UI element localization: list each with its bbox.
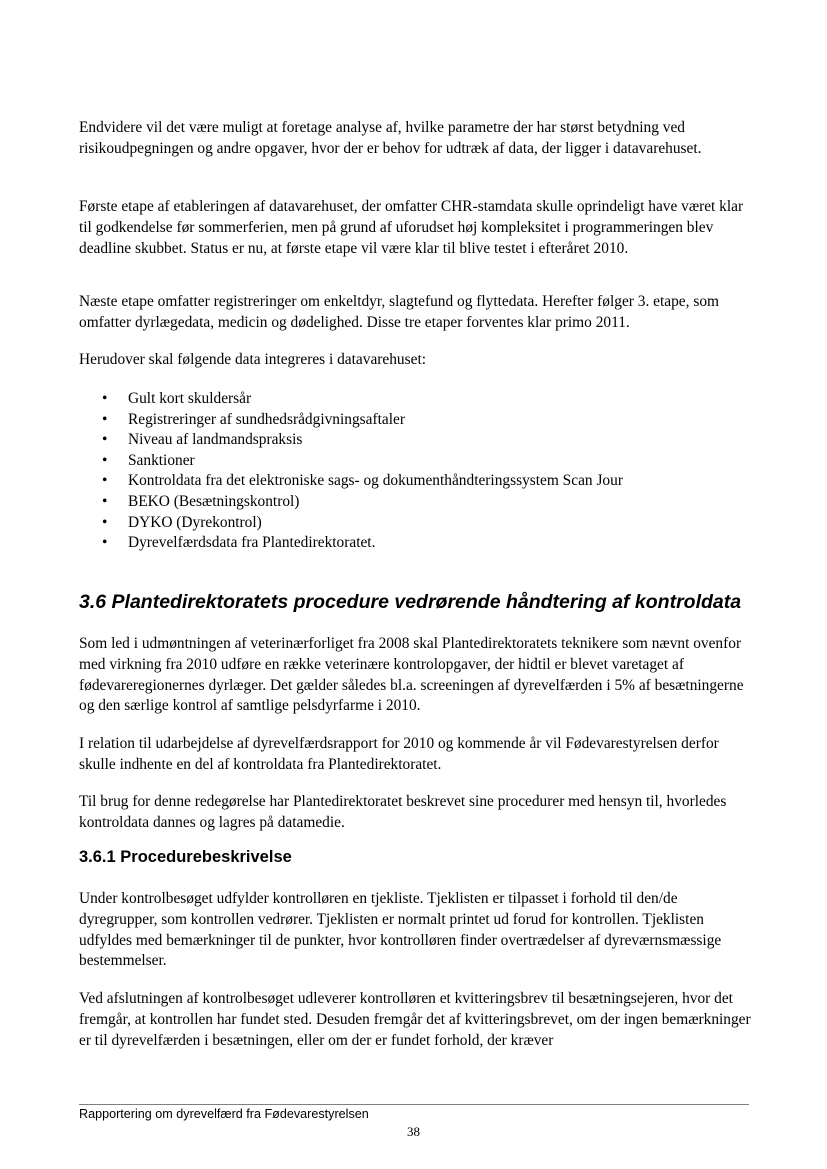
subsection-heading: 3.6.1 Procedurebeskrivelse <box>79 848 292 866</box>
list-item-text: DYKO (Dyrekontrol) <box>128 513 262 531</box>
bullet-icon: • <box>102 513 108 531</box>
paragraph: Næste etape omfatter registreringer om enkeltdyr, slagtefund og flyttedata. Herefter følger 3. etape, som omfatter dyrlægedata, medicin og dødelighed. Disse tre etaper forventes klar primo 2011. <box>79 293 719 331</box>
footer-divider <box>79 1104 749 1105</box>
paragraph: I relation til udarbejdelse af dyrevelfærdsrapport for 2010 og kommende år vil Fødevarestyrelsen derfor skulle indhente en del af kontroldata fra Plantedirektoratet. <box>79 735 719 773</box>
bullet-list <box>79 389 623 554</box>
list-item <box>79 513 623 534</box>
list-item-text: BEKO (Besætningskontrol) <box>128 492 300 510</box>
bullet-icon: • <box>102 390 108 407</box>
list-item-text: Sanktioner <box>128 451 195 469</box>
list-item-text: Dyrevelfærdsdata fra Plantedirektoratet. <box>128 534 376 552</box>
paragraph: Første etape af etableringen af datavarehuset, der omfatter CHR-stamdata skulle oprindeligt have været klar til godkendelse før sommerferien, men på grund af uforudset høj kompleksitet i programmeringen blev deadline skubbet. Status er nu, at første etape vil være klar til blive testet i efteråret 2010. <box>79 198 744 257</box>
list-item-text: Registreringer af sundhedsrådgivningsaftaler <box>128 410 405 428</box>
bullet-icon: • <box>102 451 108 469</box>
paragraph: Endvidere vil det være muligt at foretage analyse af, hvilke parametre der har størst betydning ved risikoudpegningen og andre opgaver, hvor der er behov for udtræk af data, der ligger i datavarehuset. <box>79 119 702 157</box>
paragraph: Som led i udmøntningen af veterinærforliget fra 2008 skal Plantedirektoratets teknikere som nævnt ovenfor med virkning fra 2010 udføre en række veterinære kontrolopgaver, der hidtil er blevet varetaget af fødevareregionernes dyrlæger. Det gælder således bl.a. screeningen af dyrevelfærden i 5% af besætningerne og den særlige kontrol af samtlige pelsdyrfarme i 2010. <box>79 635 744 715</box>
bullet-icon: • <box>102 492 108 510</box>
paragraph: Herudover skal følgende data integreres i datavarehuset: <box>79 351 426 368</box>
list-item <box>79 451 623 472</box>
footer-text: Rapportering om dyrevelfærd fra Fødevarestyrelsen <box>79 1107 369 1121</box>
bullet-icon: • <box>102 472 108 490</box>
list-item-text: Niveau af landmandspraksis <box>128 431 303 449</box>
bullet-icon: • <box>102 410 108 428</box>
page-number: 38 <box>407 1124 420 1139</box>
list-item-text: Gult kort skuldersår <box>128 390 252 407</box>
paragraph: Til brug for denne redegørelse har Plantedirektoratet beskrevet sine procedurer med hensyn til, hvorledes kontroldata dannes og lagres på datamedie. <box>79 793 727 831</box>
list-item <box>79 430 623 451</box>
paragraph: Under kontrolbesøget udfylder kontrolløren en tjekliste. Tjeklisten er tilpasset i forhold til den/de dyregrupper, som kontrollen vedrører. Tjeklisten er normalt printet ud forud for kontrollen. Tjeklisten udfyldes med bemærkninger til de punkter, hvor kontrolløren finder overtrædelser af dyreværnsmæssige bestemmelser. <box>79 890 722 970</box>
list-item <box>79 471 623 492</box>
paragraph: Ved afslutningen af kontrolbesøget udleverer kontrolløren et kvitteringsbrev til besætningsejeren, hvor det fremgår, at kontrollen har fundet sted. Desuden fremgår det af kvitteringsbrevet, om der ingen bemærkninger er til dyrevelfærden i besætningen, eller om der er fundet forhold, der kræver <box>79 990 751 1049</box>
bullet-icon: • <box>102 431 108 449</box>
list-item <box>79 410 623 431</box>
list-item-text: Kontroldata fra det elektroniske sags- og dokumenthåndteringssystem Scan Jour <box>128 472 623 490</box>
section-heading: 3.6 Plantedirektoratets procedure vedrørende håndtering af kontroldata <box>79 591 742 613</box>
list-item <box>79 533 623 554</box>
list-item <box>79 492 623 513</box>
bullet-icon: • <box>102 534 108 552</box>
list-item <box>79 389 623 410</box>
